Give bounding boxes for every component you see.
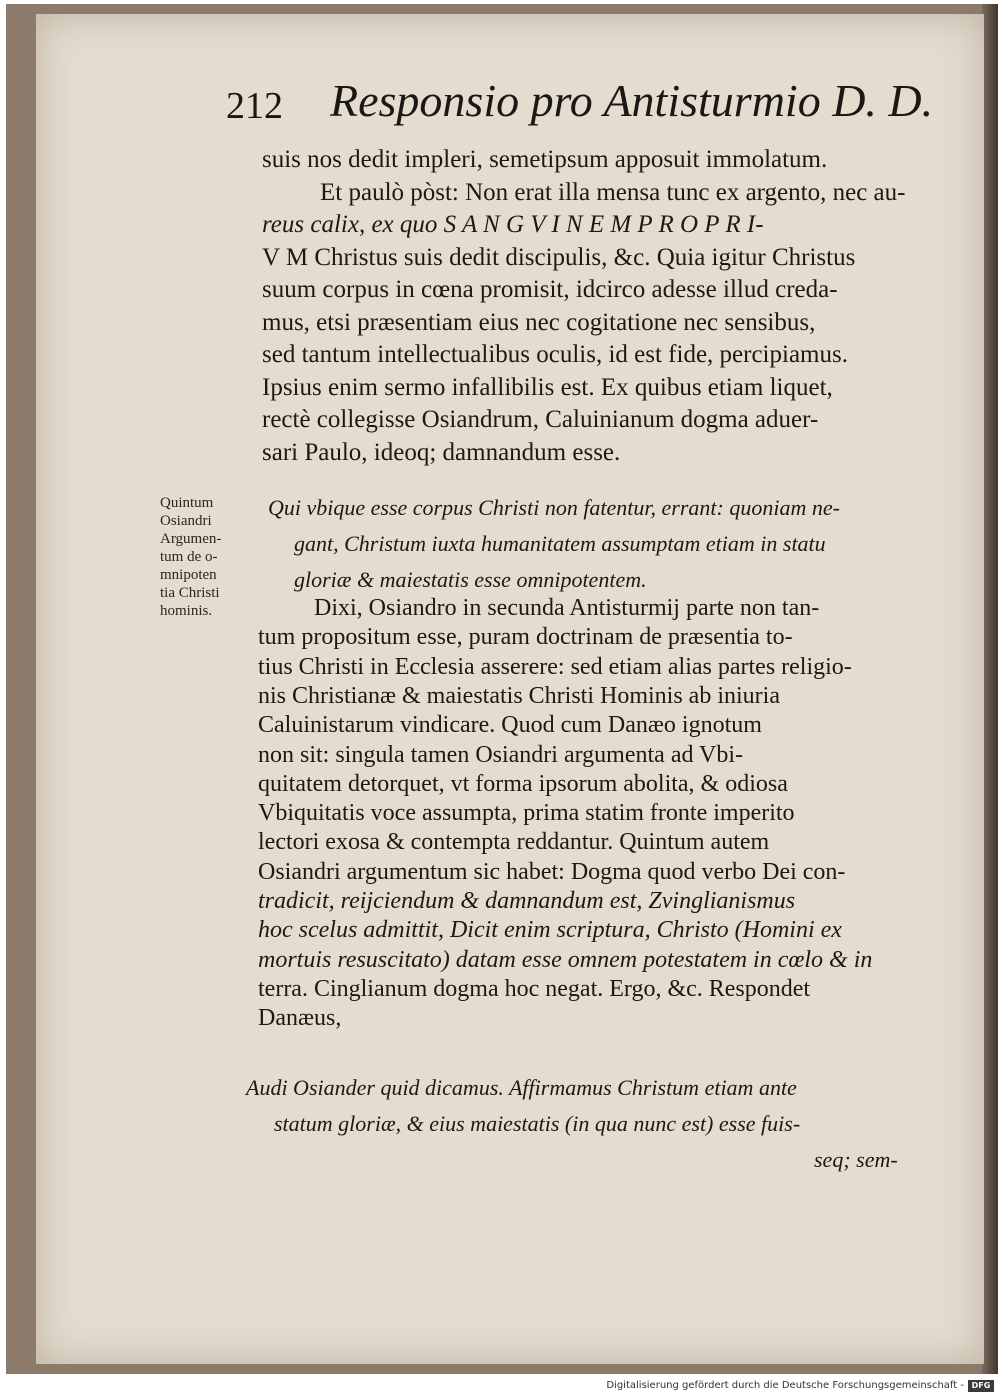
text-line: Danæus, (258, 1005, 342, 1032)
text-line: Vbiquitatis voce assumpta, prima statim fronte imperito (258, 800, 795, 827)
text-line: tradicit, reijciendum & damnandum est, Zvinglianismus (258, 888, 796, 914)
text-line: seq; sem- (814, 1147, 898, 1172)
text-line: quitatem detorquet, vt forma ipsorum abolita, & odiosa (258, 770, 788, 797)
margin-note-line: Quintum (160, 495, 214, 511)
margin-note-line: Argumen- (160, 531, 222, 547)
text-line: Ipsius enim sermo infallibilis est. Ex quibus etiam liquet, (262, 373, 833, 401)
text-line: statum gloriæ, & eius maiestatis (in qua nunc est) esse fuis- (274, 1111, 801, 1136)
text-line: mus, etsi præsentiam eius nec cogitatione nec sensibus, (262, 308, 816, 336)
text-line: Caluinistarum vindicare. Quod cum Danæo ignotum (258, 712, 762, 739)
text-line: rectè collegisse Osiandrum, Caluinianum dogma aduer- (262, 406, 819, 433)
text-line: Et paulò pòst: Non erat illa mensa tunc ex argento, nec au- (320, 178, 906, 206)
margin-note-line: tia Christi (160, 585, 220, 601)
footer-credit: Digitalisierung gefördert durch die Deutsche Forschungsgemeinschaft - (606, 1380, 964, 1391)
text-line: sed tantum intellectualibus oculis, id est fide, percipiamus. (262, 341, 848, 368)
text-line: Dixi, Osiandro in secunda Antisturmij parte non tan- (314, 595, 820, 621)
running-head (226, 74, 934, 144)
page-number: 212 (226, 85, 283, 127)
margin-note-line: tum de o- (160, 549, 218, 565)
text-line: suis nos dedit impleri, semetipsum apposuit immolatum. (262, 146, 828, 173)
text-line: Qui vbique esse corpus Christi non fatentur, errant: quoniam ne- (268, 495, 840, 520)
text-line: lectori exosa & contempta reddantur. Quintum autem (258, 829, 770, 856)
text-line: nis Christianæ & maiestatis Christi Hominis ab iniuria (258, 682, 780, 709)
margin-note-line: hominis. (160, 603, 213, 619)
text-line: suum corpus in cœna promisit, idcirco adesse illud creda- (262, 276, 838, 303)
dfg-logo: DFG (968, 1380, 994, 1392)
text-line: gant, Christum iuxta humanitatem assumptam etiam in statu (294, 531, 826, 556)
text-line: tum propositum esse, puram doctrinam de præsentia to- (258, 624, 793, 651)
margin-note (160, 494, 264, 620)
text-line: terra. Cinglianum dogma hoc negat. Ergo, &c. Respondet (258, 975, 811, 1002)
text-line: non sit: singula tamen Osiandri argumenta ad Vbi- (258, 741, 744, 768)
text-line: sari Paulo, ideoq; damnandum esse. (262, 438, 621, 466)
text-line: V M Christus suis dedit discipulis, &c. Quia igitur Christus (262, 243, 856, 271)
text-line: reus calix, ex quo S A N G V I N E M P R O P R I- (262, 211, 764, 238)
margin-note-line: mnipoten (160, 567, 217, 583)
running-head-title: Responsio pro Antisturmio D. D. (330, 75, 934, 126)
text-line: hoc scelus admittit, Dicit enim scriptura, Christo (Homini ex (258, 917, 842, 944)
book-edge (982, 4, 998, 1374)
text-line: Audi Osiander quid dicamus. Affirmamus Christum etiam ante (246, 1075, 797, 1100)
text-line: mortuis resuscitato) datam esse omnem potestatem in cœlo & in (258, 946, 873, 973)
margin-note-line: Osiandri (160, 513, 212, 529)
text-line: tius Christi in Ecclesia asserere: sed etiam alias partes religio- (258, 653, 852, 680)
text-line: Osiandri argumentum sic habet: Dogma quod verbo Dei con- (258, 858, 846, 885)
text-line: gloriæ & maiestatis esse omnipotentem. (294, 567, 647, 592)
